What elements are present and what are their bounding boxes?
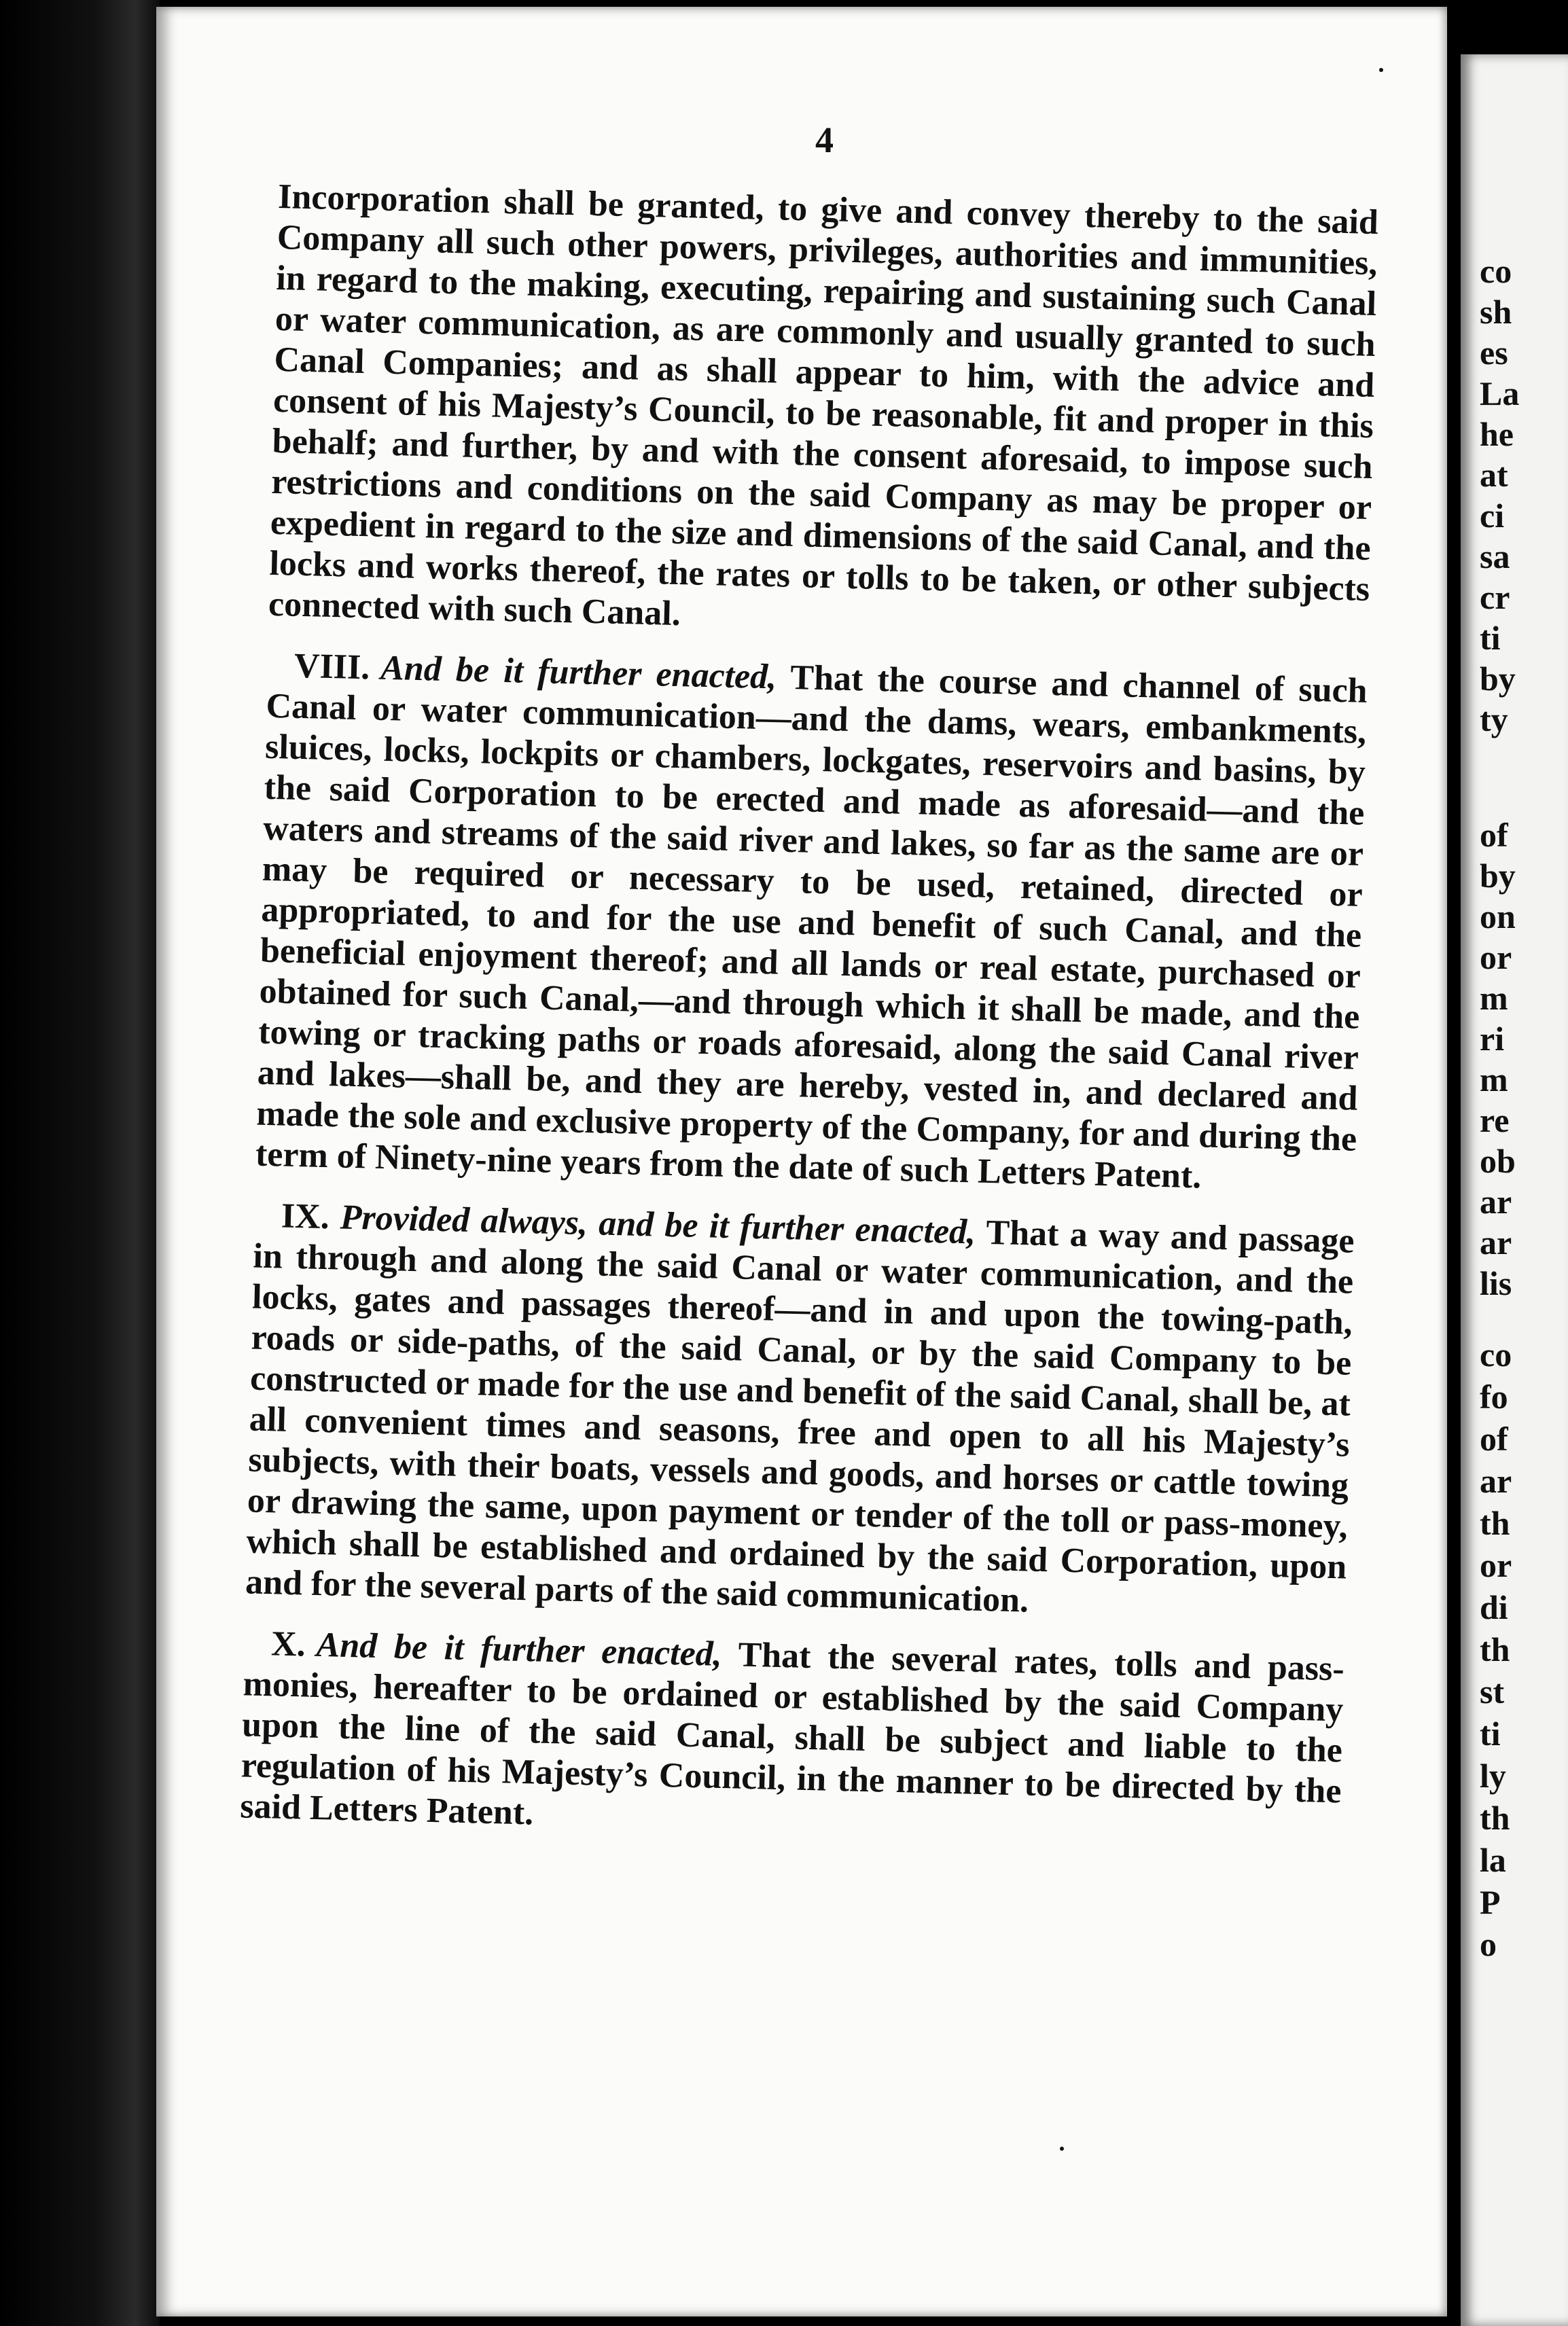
paragraph-continued: [268, 177, 1378, 651]
next-page-fragment: fo: [1480, 1378, 1508, 1416]
paragraph-section-x: [240, 1623, 1345, 1853]
section-number: IX.: [281, 1196, 330, 1237]
next-page-fragment: th: [1480, 1504, 1510, 1542]
paragraph-text: That the course and channel of such Canal or water communication—and the dams, wears, embankments, sluices, locks, lockpits or chambers, lockgates, reservoirs and basins, by the said Corporation to be erected and made as aforesaid—and the waters and streams of the said river and lakes, so far as the same are or may be required or necessary to be used, retained, directed or appropriated, to and for the use and benefit of such Canal, and the beneficial enjoyment thereof; and all lands or real estate, purchased or obtained for such Canal,—and through which it shall be made, and the towing or tracking paths or roads aforesaid, along the said Canal river and lakes—shall be, and they are hereby, vested in, and declared and made the sole and exclusive property of the Company, for and during the term of Ninety-nine years from the date of such Letters Patent.: [255, 658, 1368, 1196]
next-page-fragment: st: [1480, 1672, 1505, 1711]
next-page-fragment: or: [1480, 1546, 1512, 1584]
section-lead: And be it further enacted,: [380, 648, 777, 697]
section-number: VIII.: [293, 646, 370, 687]
next-page-fragment: cr: [1480, 578, 1510, 616]
paragraph-text: Incorporation shall be granted, to give and convey thereby to the said Company all such other powers, privileges, authorities and immunities, in regard to the making, executing, repairing and sustaining such Canal or water communication, as are commonly and usually granted to such Canal Companies; and as shall appear to him, with the advice and consent of his Majesty’s Council, to be reasonable, fit and proper in this behalf; and further, by and with the consent aforesaid, to impose such restrictions and conditions on the said Company as may be proper or expedient in regard to the size and dimensions of the said Canal, and the locks and works thereof, the rates or tolls to be taken, or other subjects connected with such Canal.: [268, 177, 1379, 634]
section-lead: And be it further enacted,: [315, 1625, 723, 1674]
paragraph-text: That a way and passage in through and along the said Canal or water communication, and the locks, gates and passages thereof—and in and upon the towing-path, roads or side-paths, of the said Canal, or by the said Company to be constructed or made for the use and benefit of the said Canal, shall be, at all convenient times and seasons, free and open to all his Majesty’s subjects, with their boats, vessels and goods, and horses or cattle towing or drawing the same, upon payment or tender of the toll or pass-money, which shall be established and ordained by the said Corporation, upon and for the several parts of the said communication.: [245, 1213, 1355, 1620]
next-page-fragment: by: [1480, 660, 1516, 698]
next-page-fragment: he: [1480, 415, 1514, 453]
next-page-fragment: ci: [1480, 497, 1505, 535]
section-lead: Provided always, and be it further enacted,: [340, 1198, 976, 1252]
next-page-fragment: co: [1480, 252, 1512, 290]
next-page-fragment: co: [1480, 1336, 1512, 1374]
next-page-edge: [1461, 54, 1568, 2326]
next-page-fragment: th: [1480, 1799, 1510, 1837]
next-page-fragment: ob: [1480, 1142, 1516, 1180]
next-page-fragment: of: [1480, 816, 1508, 854]
next-page-fragment: of: [1480, 1420, 1508, 1458]
next-page-fragment: th: [1480, 1630, 1510, 1668]
next-page-fragment: o: [1480, 1925, 1497, 1963]
next-page-fragment: on: [1480, 897, 1516, 935]
next-page-fragment: ar: [1480, 1223, 1512, 1262]
next-page-fragment: ti: [1480, 619, 1501, 657]
next-page-fragment: sa: [1480, 537, 1510, 575]
next-page-fragment: ty: [1480, 700, 1508, 738]
next-page-fragment: ly: [1480, 1757, 1506, 1795]
next-page-fragment: at: [1480, 456, 1508, 494]
section-number: X.: [270, 1624, 306, 1664]
ink-speck: [1379, 68, 1383, 72]
next-page-fragment: lis: [1480, 1264, 1512, 1302]
next-page-fragment: ri: [1480, 1020, 1505, 1058]
next-page-fragment: by: [1480, 857, 1516, 895]
next-page-fragment: re: [1480, 1101, 1510, 1139]
next-page-fragment: ar: [1480, 1462, 1512, 1500]
page-number: 4: [815, 120, 834, 160]
next-page-fragment: m: [1480, 1060, 1508, 1098]
body-text: [239, 177, 1379, 1873]
next-page-fragment: or: [1480, 938, 1512, 976]
next-page-fragment: P: [1480, 1883, 1501, 1921]
paragraph-text: That the several rates, tolls and pass-monies, hereafter to be ordained or established by the said Company upon the line of the said Canal, shall be subject and liable to the regulation of his Majesty’s Council, in the manner to be directed by the said Letters Patent.: [239, 1635, 1345, 1833]
paragraph-section-ix: [245, 1196, 1355, 1629]
next-page-fragment: m: [1480, 979, 1508, 1017]
next-page-fragment: La: [1480, 374, 1520, 412]
ink-speck: [1060, 2147, 1064, 2151]
next-page-fragment: ar: [1480, 1183, 1512, 1221]
next-page-fragment: la: [1480, 1841, 1506, 1879]
book-binding: [0, 0, 160, 2326]
next-page-fragment: sh: [1480, 293, 1512, 331]
next-page-fragment: ti: [1480, 1715, 1501, 1753]
next-page-fragment: es: [1480, 334, 1508, 372]
next-page-fragment: di: [1480, 1588, 1508, 1626]
paragraph-section-viii: [255, 645, 1368, 1201]
